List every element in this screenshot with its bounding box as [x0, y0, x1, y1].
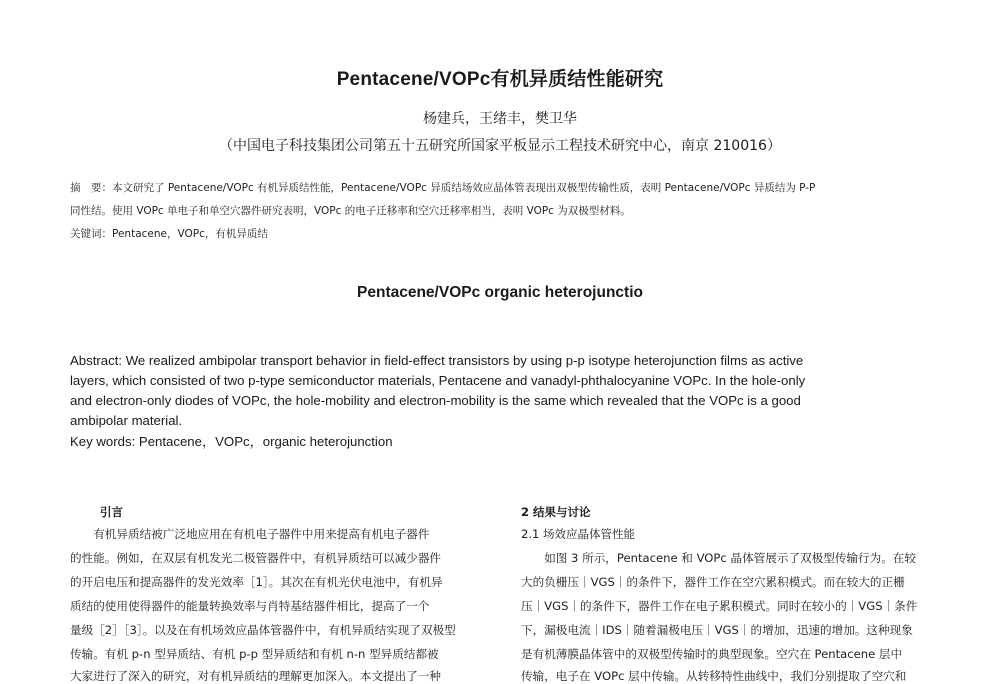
intro-heading: 引言	[100, 505, 123, 519]
results-line-2: 大的负栅压｜VGS｜的条件下，器件工作在空穴累积模式。而在较大的正栅	[521, 575, 905, 589]
results-line-4: 下，漏极电流｜IDS｜随着漏极电压｜VGS｜的增加，迅速的增加。这种现象	[521, 623, 913, 637]
en-abstract-line-4: ambipolar material.	[70, 413, 183, 428]
en-abstract-line-3: and electron-only diodes of VOPc, the hole-mobility and electron-mobility is the same which revealed that the VOPc is a good	[70, 393, 801, 408]
zh-keywords: 关键词：Pentacene，VOPc，有机异质结	[70, 228, 268, 240]
intro-line-4: 质结的使用使得器件的能量转换效率与肖特基结器件相比，提高了一个	[70, 599, 430, 613]
results-heading: 2 结果与讨论	[521, 505, 591, 519]
authors: 杨建兵，王绪丰，樊卫华	[423, 111, 577, 127]
intro-line-6: 传输。有机 p-n 型异质结、有机 p-p 型异质结和有机 n-n 型异质结都被	[70, 647, 439, 661]
affiliation: （中国电子科技集团公司第五十五研究所国家平板显示工程技术研究中心，南京 210016）	[219, 138, 781, 154]
results-line-6: 传输，电子在 VOPc 层中传输。从转移特性曲线中，我们分别提取了空穴和	[521, 669, 907, 683]
results-line-1: 如图 3 所示，Pentacene 和 VOPc 晶体管展示了双极型传输行为。在较	[521, 551, 916, 565]
zh-abstract-line-2: 同性结。使用 VOPc 单电子和单空穴器件研究表明，VOPc 的电子迁移率和空穴迁移率相当，表明 VOPc 为双极型材料。	[70, 205, 631, 217]
intro-line-3: 的开启电压和提高器件的发光效率［1］。其次在有机光伏电池中，有机异	[70, 575, 443, 589]
intro-line-2: 的性能。例如，在双层有机发光二极管器件中，有机异质结可以减少器件	[70, 551, 442, 565]
intro-line-5: 量级［2］［3］。以及在有机场效应晶体管器件中，有机异质结实现了双极型	[70, 623, 456, 637]
intro-line-7: 大家进行了深入的研究，对有机异质结的理解更加深入。本文提出了一种	[70, 669, 442, 683]
paper-title: Pentacene/VOPc有机异质结性能研究	[336, 69, 664, 90]
english-title: Pentacene/VOPc organic heterojunctio	[357, 284, 643, 301]
results-subheading: 2.1 场效应晶体管性能	[521, 527, 635, 541]
intro-line-1: 有机异质结被广泛地应用在有机电子器件中用来提高有机电子器件	[70, 527, 430, 541]
results-line-3: 压｜VGS｜的条件下，器件工作在电子累积模式。同时在较小的｜VGS｜条件	[521, 599, 918, 613]
en-keywords: Key words: Pentacene，VOPc，organic heterojunction	[70, 434, 393, 449]
en-abstract-line-1: Abstract: We realized ambipolar transport behavior in field-effect transistors by using p-p isotype heterojunction films as active	[70, 353, 804, 368]
zh-abstract-line-1: 摘 要：本文研究了 Pentacene/VOPc 有机异质结性能，Pentacene/VOPc 异质结场效应晶体管表现出双极型传输性质，表明 Pentacene/VOPc 异质结为 P-P	[70, 182, 816, 194]
results-line-5: 是有机薄膜晶体管中的双极型传输时的典型现象。空穴在 Pentacene 层中	[521, 647, 903, 661]
en-abstract-line-2: layers, which consisted of two p-type semiconductor materials, Pentacene and vanadyl-phthalocyanine VOPc. In the hole-only	[70, 373, 806, 388]
